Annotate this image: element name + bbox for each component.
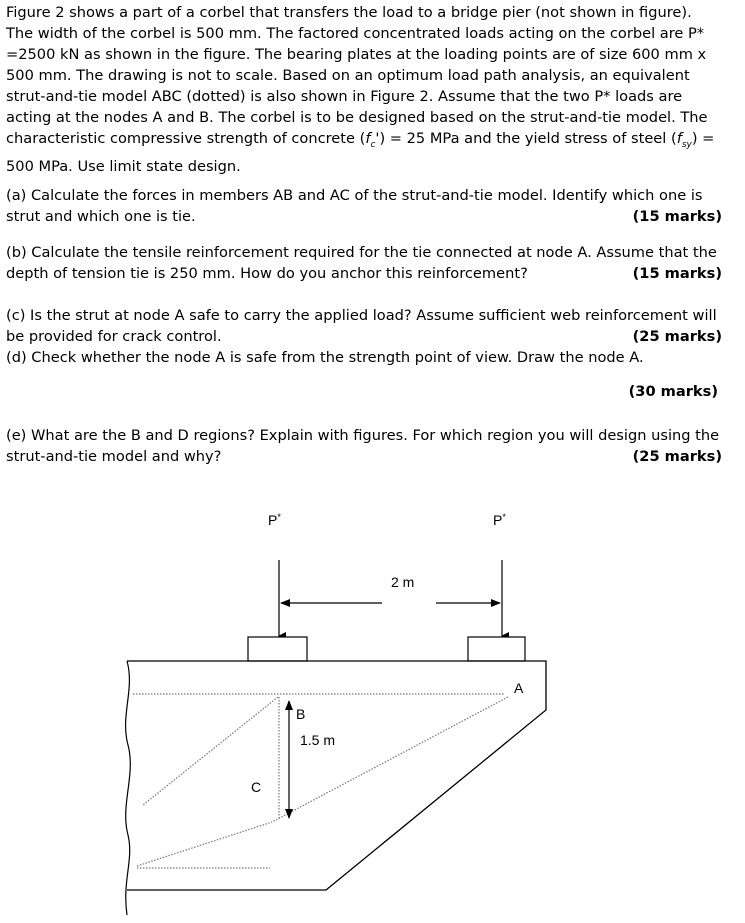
- load-label-left: P*: [268, 512, 281, 528]
- corbel-figure: [0, 495, 745, 923]
- bearing-plate-left: [248, 637, 307, 661]
- question-b: (b) Calculate the tensile reinforcement required for the tie connected at node A. Assume that the depth of tension tie is 250 mm. How do you anchor this reinforcement? (15 marks): [6, 244, 722, 282]
- question-a-marks: (15 marks): [632, 208, 722, 225]
- node-b-label: B: [296, 706, 306, 722]
- strut-ac: [272, 697, 508, 822]
- break-line: [126, 661, 131, 915]
- problem-statement: [6, 2, 722, 177]
- node-c-label: C: [251, 779, 262, 795]
- node-a-label: A: [514, 680, 524, 696]
- question-e-marks: (25 marks): [632, 448, 722, 465]
- fc-symbol: $f_c'$: [365, 130, 380, 150]
- load-label-right: P*: [493, 512, 506, 528]
- intro-text-2: ) = 25 MPa and the yield stress of steel (: [379, 130, 677, 147]
- question-d-marks: (30 marks): [628, 383, 718, 400]
- span-label: 2 m: [391, 574, 415, 590]
- depth-label: 1.5 m: [300, 732, 336, 748]
- tie-lower: [137, 822, 272, 866]
- question-c-marks: (25 marks): [632, 328, 722, 345]
- bearing-plate-right: [468, 637, 525, 661]
- corbel-outline: [127, 661, 546, 890]
- intro-text-1: Figure 2 shows a part of a corbel that transfers the load to a bridge pier (not shown in figure). The width of the corbel is 500 mm. The factored concentrated loads acting on the corbel are P* =2500 kN as shown in the figure. The bearing plates at the loading points are of size 600 mm x 500 mm. The drawing is not to scale. Based on an optimum load path analysis, an equivalent strut-and-tie model ABC (dotted) is also shown in Figure 2. Assume that the two P* loads are acting at the nodes A and B. The corbel is to be designed based on the strut-and-tie model. The characteristic compressive strength of concrete (: [6, 4, 708, 147]
- intro-text-3: ) = 500 MPa. Use limit state design.: [6, 130, 715, 175]
- fsy-symbol: $f_{sy}$: [676, 130, 692, 150]
- question-d: (d) Check whether the node A is safe from the strength point of view. Draw the node A.: [6, 349, 644, 366]
- question-e: (e) What are the B and D regions? Explain with figures. For which region you will design using the strut-and-tie model and why? (25 marks): [6, 427, 722, 465]
- question-b-marks: (15 marks): [632, 265, 722, 282]
- question-a: (a) Calculate the forces in members AB and AC of the strut-and-tie model. Identify which one is strut and which one is tie. (15 marks): [6, 187, 722, 225]
- question-c: (c) Is the strut at node A safe to carry the applied load? Assume sufficient web reinforcement will be provided for crack control. (25 marks): [6, 307, 722, 345]
